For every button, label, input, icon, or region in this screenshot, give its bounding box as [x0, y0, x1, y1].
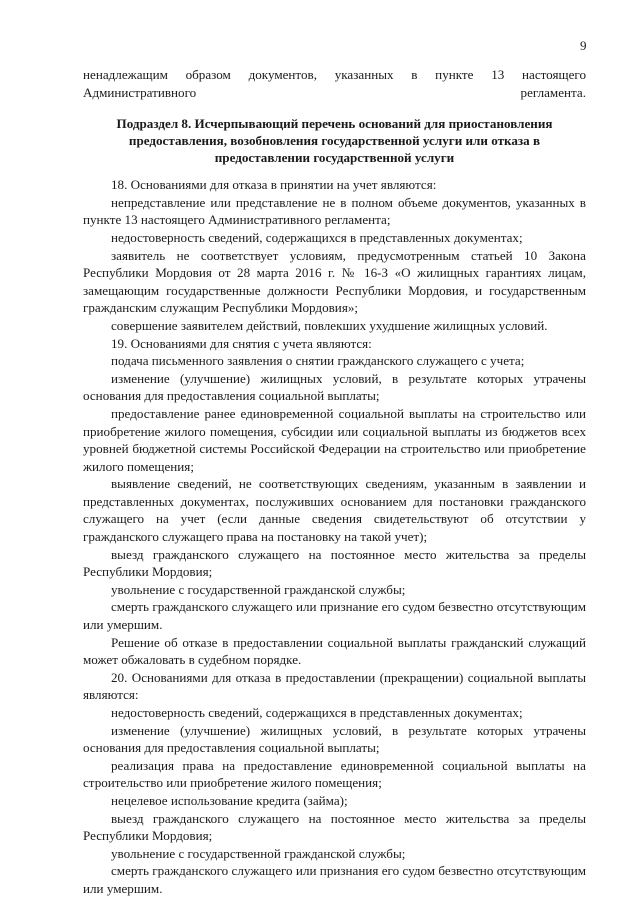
paragraph: реализация права на предоставление единовременной социальной выплаты на строительство или приобретение жилого помещения; [83, 757, 586, 791]
paragraph: нецелевое использование кредита (займа); [111, 792, 348, 808]
paragraph: выявление сведений, не соответствующих сведениям, указанным в заявлении и представленных документах, послуживших основанием для постановки гражданского служащего на учет (если данные сведения свидетельствуют об отсутствии у гражданского служащего права на постановку на такой учет); [83, 476, 586, 545]
page-number: 9 [580, 38, 587, 53]
paragraph: изменение (улучшение) жилищных условий, в результате которых утрачены основания для предоставления социальной выплаты; [83, 370, 586, 404]
paragraph: выезд гражданского служащего на постоянное место жительства за пределы Республики Мордовия; [83, 546, 586, 580]
paragraph: увольнение с государственной гражданской службы; [111, 845, 406, 861]
paragraph: изменение (улучшение) жилищных условий, в результате которых утрачены основания для предоставления социальной выплаты; [83, 722, 586, 756]
paragraph: недостоверность сведений, содержащихся в представленных документах; [111, 705, 523, 720]
section-heading: Подраздел 8. Исчерпывающий перечень оснований для приостановления предоставления, возобновления государственной услуги или отказа в предоставлении государственной услуги [116, 116, 553, 166]
document-body [83, 66, 586, 898]
paragraph: увольнение с государственной гражданской службы; [111, 581, 406, 597]
paragraph: подача письменного заявления о снятии гражданского служащего с учета; [111, 353, 525, 369]
paragraph: смерть гражданского служащего или признания его судом безвестно отсутствующим или умершим. [83, 863, 586, 896]
paragraph: совершение заявителем действий, повлекших ухудшение жилищных условий. [111, 317, 548, 333]
paragraph: Решение об отказе в предоставлении социальной выплаты гражданский служащий может обжаловать в судебном порядке. [83, 634, 586, 668]
paragraph: предоставление ранее единовременной социальной выплаты на строительство или приобретение жилого помещения, субсидии или социальной выплаты из бюджетов всех уровней бюджетной системы Российской Федерации на строительство или приобретение жилого помещения; [83, 405, 586, 474]
paragraph: недостоверность сведений, содержащихся в представленных документах; [111, 229, 523, 245]
paragraph: выезд гражданского служащего на постоянное место жительства за пределы Республики Мордовия; [83, 810, 586, 844]
paragraph-continuation: ненадлежащим образом документов, указанных в пункте 13 настоящего Административного регламента. [83, 67, 586, 100]
paragraph: 19. Основаниями для снятия с учета являются: [111, 335, 372, 351]
paragraph: смерть гражданского служащего или признание его судом безвестно отсутствующим или умершим. [83, 599, 586, 633]
paragraph: 20. Основаниями для отказа в предоставлении (прекращении) социальной выплаты являются: [83, 669, 586, 703]
paragraph: непредставление или представление не в полном объеме документов, указанных в пункте 13 настоящего Административного регламента; [83, 194, 586, 228]
paragraph: заявитель не соответствует условиям, предусмотренным статьей 10 Закона Республики Мордовия от 28 марта 2016 г. № 16-З «О жилищных гарантиях лицам, замещающим государственные должности Республики Мордовия, и государственным гражданским служащим Республики Мордовия»; [83, 247, 586, 316]
paragraph: 18. Основаниями для отказа в принятии на учет являются: [111, 177, 437, 193]
